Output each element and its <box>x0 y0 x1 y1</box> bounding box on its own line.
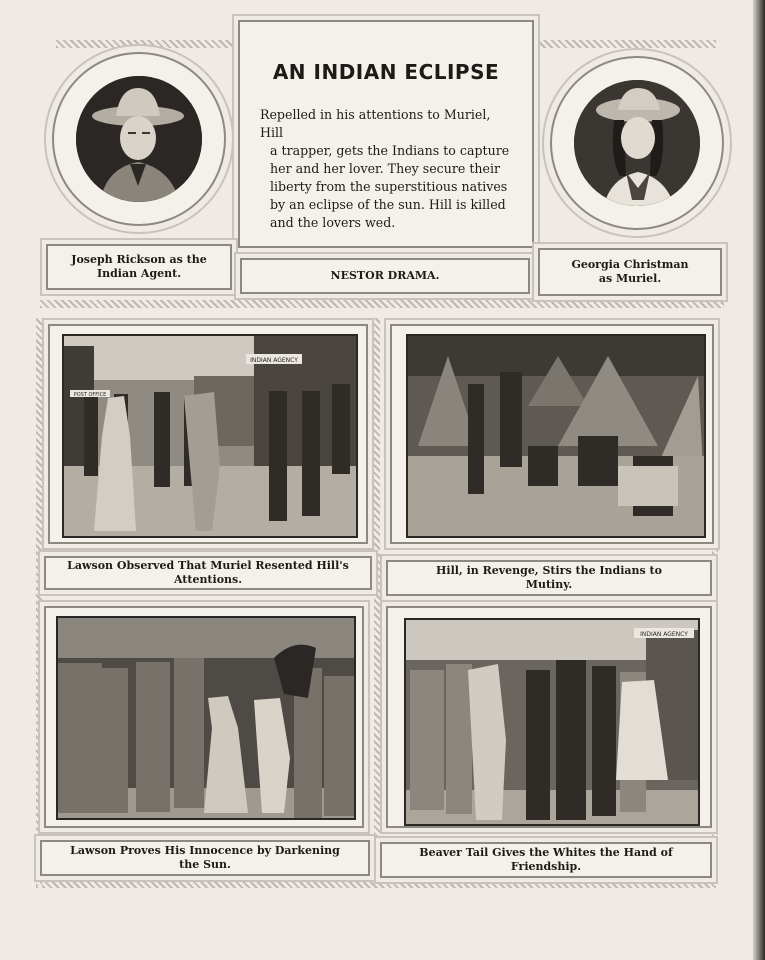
title-box <box>238 20 534 248</box>
synopsis-line: by an eclipse of the sun. Hill is killed <box>270 197 506 212</box>
still-sign: INDIAN AGENCY <box>250 357 298 364</box>
synopsis-line: her and her lover. They secure their <box>270 161 500 176</box>
cast-caption-right <box>538 248 722 296</box>
cast-caption-left <box>46 244 232 290</box>
still-caption-3 <box>40 840 370 876</box>
portrait-joseph-rickson <box>76 76 202 202</box>
cast-caption-line: Georgia Christman <box>571 258 689 271</box>
page-title: AN INDIAN ECLIPSE <box>272 60 500 84</box>
synopsis-line: liberty from the superstitious natives <box>270 179 508 194</box>
synopsis-line: and the lovers wed. <box>270 215 396 230</box>
still-caption-line: Hill, in Revenge, Stirs the Indians to <box>436 564 662 577</box>
still-photo-2 <box>406 334 706 538</box>
still-caption-line: the Sun. <box>179 858 231 871</box>
still-caption-line: Mutiny. <box>525 578 573 591</box>
studio-label: NESTOR DRAMA. <box>330 269 440 282</box>
still-sign: POST OFFICE <box>73 392 107 398</box>
still-caption-line: Lawson Proves His Innocence by Darkening <box>70 844 340 857</box>
frame-band-center <box>374 318 380 884</box>
cast-caption-line: Indian Agent. <box>96 267 182 280</box>
portrait-frame-left <box>52 52 226 226</box>
synopsis-line: a trapper, gets the Indians to capture <box>270 143 510 158</box>
cast-caption-line: as Muriel. <box>598 272 662 285</box>
still-photo-4 <box>404 618 700 826</box>
cast-caption-line: Joseph Rickson as the <box>71 253 207 266</box>
frame-band-left <box>36 318 42 886</box>
still-caption-line: Friendship. <box>510 860 582 873</box>
still-sign: INDIAN AGENCY <box>640 631 688 638</box>
still-caption-4 <box>380 842 712 878</box>
still-caption-line: Beaver Tail Gives the Whites the Hand of <box>419 846 673 859</box>
synopsis-line: Repelled in his attentions to Muriel, Hill <box>260 107 491 140</box>
frame-band-middle <box>40 300 724 308</box>
still-caption-line: Attentions. <box>173 573 243 586</box>
portrait-georgia-christman <box>574 80 700 206</box>
synopsis <box>260 106 512 232</box>
studio-caption <box>240 258 530 294</box>
still-caption-2 <box>386 560 712 596</box>
still-caption-1 <box>44 556 372 590</box>
page-edge <box>753 0 765 960</box>
still-caption-line: Lawson Observed That Muriel Resented Hill's <box>67 559 349 572</box>
still-photo-1 <box>62 334 358 538</box>
portrait-frame-right <box>550 56 724 230</box>
still-photo-3 <box>56 616 356 820</box>
